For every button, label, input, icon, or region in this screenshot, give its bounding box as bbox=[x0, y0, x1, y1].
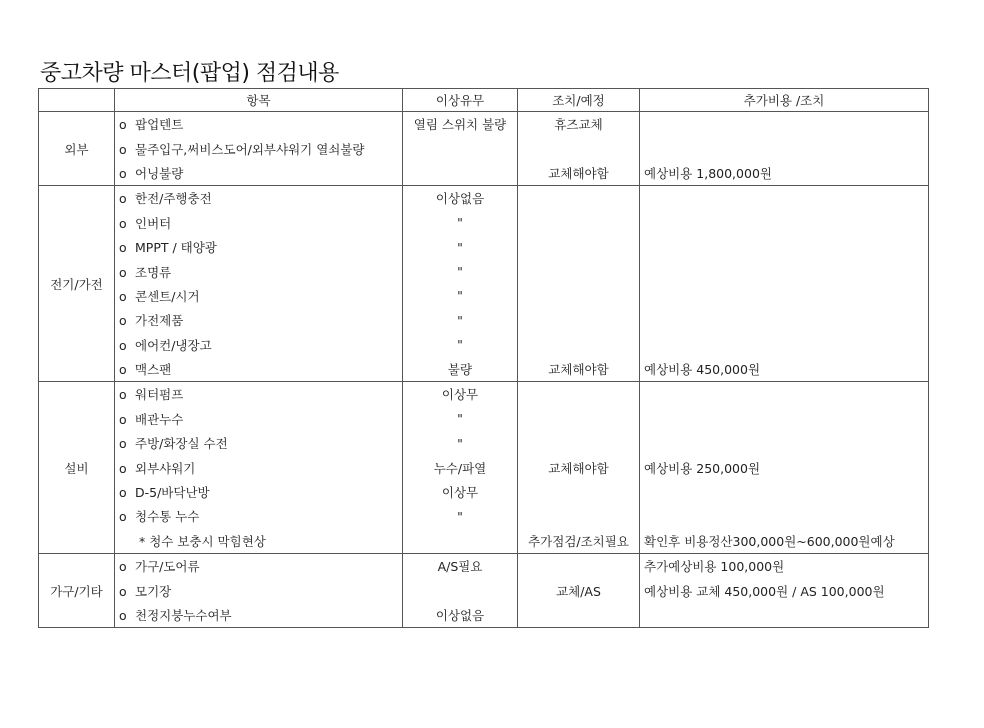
table-row bbox=[39, 578, 929, 602]
item-cell bbox=[115, 333, 403, 357]
bullet-marker: o bbox=[119, 288, 127, 304]
action-cell bbox=[518, 382, 640, 407]
anomaly-cell: " bbox=[403, 431, 518, 455]
action-cell bbox=[518, 431, 640, 455]
item-label: 가구/도어류 bbox=[135, 559, 200, 575]
cost-cell bbox=[640, 112, 929, 137]
cost-cell bbox=[640, 211, 929, 235]
bullet-marker: o bbox=[119, 583, 127, 599]
cost-cell: 추가예상비용 100,000원 bbox=[640, 554, 929, 579]
cost-cell bbox=[640, 480, 929, 504]
item-label: * 청수 보충시 막힘현상 bbox=[139, 533, 266, 549]
bullet-marker: o bbox=[119, 191, 127, 207]
item-label: 외부샤워기 bbox=[135, 460, 196, 476]
bullet-marker: o bbox=[119, 165, 127, 181]
item-label: 조명류 bbox=[135, 264, 172, 280]
table-row bbox=[39, 136, 929, 160]
item-cell bbox=[115, 136, 403, 160]
action-cell bbox=[518, 554, 640, 579]
anomaly-cell: 불량 bbox=[403, 357, 518, 382]
item-label: D-5/바닥난방 bbox=[135, 485, 210, 501]
bullet-marker: o bbox=[119, 141, 127, 157]
table-row bbox=[39, 480, 929, 504]
anomaly-cell: " bbox=[403, 284, 518, 308]
item-label: 맥스팬 bbox=[135, 362, 172, 378]
anomaly-cell: " bbox=[403, 308, 518, 332]
header-item: 항목 bbox=[115, 89, 403, 112]
table-row bbox=[39, 112, 929, 137]
table-row bbox=[39, 529, 929, 554]
cost-cell bbox=[640, 284, 929, 308]
table-row bbox=[39, 284, 929, 308]
header-anomaly: 이상유무 bbox=[403, 89, 518, 112]
anomaly-cell: 이상무 bbox=[403, 382, 518, 407]
cost-cell bbox=[640, 382, 929, 407]
item-label: 어닝불량 bbox=[135, 165, 184, 181]
action-cell: 추가점검/조치필요 bbox=[518, 529, 640, 554]
table-row bbox=[39, 186, 929, 211]
bullet-marker: o bbox=[119, 215, 127, 231]
anomaly-cell bbox=[403, 161, 518, 186]
header-action: 조치/예정 bbox=[518, 89, 640, 112]
bullet-marker: o bbox=[119, 387, 127, 403]
item-label: 배관누수 bbox=[135, 411, 184, 427]
bullet-marker: o bbox=[119, 411, 127, 427]
anomaly-cell: 이상없음 bbox=[403, 186, 518, 211]
table-row bbox=[39, 211, 929, 235]
item-note-cell bbox=[115, 529, 403, 554]
cost-cell: 예상비용 250,000원 bbox=[640, 455, 929, 479]
action-cell: 교체해야함 bbox=[518, 455, 640, 479]
table-row bbox=[39, 455, 929, 479]
item-cell bbox=[115, 186, 403, 211]
cost-cell: 예상비용 450,000원 bbox=[640, 357, 929, 382]
item-cell bbox=[115, 431, 403, 455]
table-row bbox=[39, 333, 929, 357]
item-label: 주방/화장실 수전 bbox=[135, 436, 228, 452]
item-cell bbox=[115, 382, 403, 407]
action-cell bbox=[518, 504, 640, 528]
category-cell: 설비 bbox=[39, 382, 115, 554]
cost-cell: 예상비용 교체 450,000원 / AS 100,000원 bbox=[640, 578, 929, 602]
table-body bbox=[39, 112, 929, 628]
page-title: 중고차량 마스터(팝업) 점검내용 bbox=[40, 61, 339, 86]
bullet-marker: o bbox=[119, 509, 127, 525]
item-label: 팝업텐트 bbox=[135, 117, 184, 133]
header-cost: 추가비용 /조치 bbox=[640, 89, 929, 112]
item-label: 한전/주행충전 bbox=[135, 191, 212, 207]
anomaly-cell bbox=[403, 529, 518, 554]
cost-cell bbox=[640, 259, 929, 283]
category-cell: 외부 bbox=[39, 112, 115, 186]
item-label: 물주입구,써비스도어/외부샤워기 열쇠불량 bbox=[135, 141, 365, 157]
item-cell bbox=[115, 308, 403, 332]
anomaly-cell bbox=[403, 578, 518, 602]
item-label: 가전제품 bbox=[135, 313, 184, 329]
category-cell: 전기/가전 bbox=[39, 186, 115, 382]
action-cell bbox=[518, 136, 640, 160]
anomaly-cell: " bbox=[403, 211, 518, 235]
table-row bbox=[39, 554, 929, 579]
anomaly-cell: A/S필요 bbox=[403, 554, 518, 579]
cost-cell bbox=[640, 235, 929, 259]
table-row bbox=[39, 235, 929, 259]
item-label: MPPT / 태양광 bbox=[135, 240, 217, 256]
cost-cell: 예상비용 1,800,000원 bbox=[640, 161, 929, 186]
item-label: 에어컨/냉장고 bbox=[135, 337, 212, 353]
action-cell bbox=[518, 407, 640, 431]
header-category bbox=[39, 89, 115, 112]
bullet-marker: o bbox=[119, 460, 127, 476]
action-cell: 휴즈교체 bbox=[518, 112, 640, 137]
item-cell bbox=[115, 161, 403, 186]
item-cell bbox=[115, 407, 403, 431]
cost-cell bbox=[640, 431, 929, 455]
item-cell bbox=[115, 504, 403, 528]
bullet-marker: o bbox=[119, 436, 127, 452]
item-cell bbox=[115, 480, 403, 504]
action-cell bbox=[518, 284, 640, 308]
action-cell bbox=[518, 308, 640, 332]
header-row bbox=[39, 89, 929, 112]
action-cell: 교체/AS bbox=[518, 578, 640, 602]
bullet-marker: o bbox=[119, 362, 127, 378]
item-cell bbox=[115, 259, 403, 283]
action-cell bbox=[518, 603, 640, 628]
action-cell bbox=[518, 235, 640, 259]
item-cell bbox=[115, 603, 403, 628]
item-label: 모기장 bbox=[135, 583, 172, 599]
table-row bbox=[39, 382, 929, 407]
anomaly-cell: " bbox=[403, 333, 518, 357]
table-row bbox=[39, 504, 929, 528]
cost-cell bbox=[640, 504, 929, 528]
item-cell bbox=[115, 578, 403, 602]
bullet-marker: o bbox=[119, 608, 127, 623]
bullet-marker: o bbox=[119, 485, 127, 501]
table-row bbox=[39, 357, 929, 382]
item-label: 천정지붕누수여부 bbox=[135, 608, 232, 623]
inspection-table bbox=[38, 88, 929, 628]
bullet-marker: o bbox=[119, 117, 127, 133]
anomaly-cell bbox=[403, 136, 518, 160]
cost-cell bbox=[640, 603, 929, 628]
table-row bbox=[39, 431, 929, 455]
table-row bbox=[39, 407, 929, 431]
item-cell bbox=[115, 284, 403, 308]
action-cell bbox=[518, 333, 640, 357]
bullet-marker: o bbox=[119, 559, 127, 575]
item-cell bbox=[115, 235, 403, 259]
bullet-marker: o bbox=[119, 240, 127, 256]
item-label: 청수통 누수 bbox=[135, 509, 200, 525]
action-cell bbox=[518, 186, 640, 211]
bullet-marker: o bbox=[119, 313, 127, 329]
category-cell: 가구/기타 bbox=[39, 554, 115, 628]
item-cell bbox=[115, 357, 403, 382]
action-cell bbox=[518, 259, 640, 283]
anomaly-cell: " bbox=[403, 259, 518, 283]
cost-cell bbox=[640, 136, 929, 160]
item-cell bbox=[115, 211, 403, 235]
anomaly-cell: " bbox=[403, 407, 518, 431]
action-cell bbox=[518, 211, 640, 235]
cost-cell: 확인후 비용정산300,000원~600,000원예상 bbox=[640, 529, 929, 554]
action-cell: 교체해야함 bbox=[518, 357, 640, 382]
anomaly-cell: 누수/파열 bbox=[403, 455, 518, 479]
table-row bbox=[39, 603, 929, 628]
item-label: 콘센트/시거 bbox=[135, 288, 200, 304]
cost-cell bbox=[640, 308, 929, 332]
table-row bbox=[39, 308, 929, 332]
item-label: 인버터 bbox=[135, 215, 172, 231]
action-cell bbox=[518, 480, 640, 504]
anomaly-cell: " bbox=[403, 504, 518, 528]
anomaly-cell: 이상없음 bbox=[403, 603, 518, 628]
table-row bbox=[39, 161, 929, 186]
bullet-marker: o bbox=[119, 264, 127, 280]
action-cell: 교체해야함 bbox=[518, 161, 640, 186]
cost-cell bbox=[640, 407, 929, 431]
anomaly-cell: 이상무 bbox=[403, 480, 518, 504]
item-label: 워터펌프 bbox=[135, 387, 184, 403]
table-row bbox=[39, 259, 929, 283]
item-cell bbox=[115, 554, 403, 579]
cost-cell bbox=[640, 186, 929, 211]
item-cell bbox=[115, 112, 403, 137]
item-cell bbox=[115, 455, 403, 479]
anomaly-cell: " bbox=[403, 235, 518, 259]
cost-cell bbox=[640, 333, 929, 357]
bullet-marker: o bbox=[119, 337, 127, 353]
anomaly-cell: 열림 스위치 불량 bbox=[403, 112, 518, 137]
